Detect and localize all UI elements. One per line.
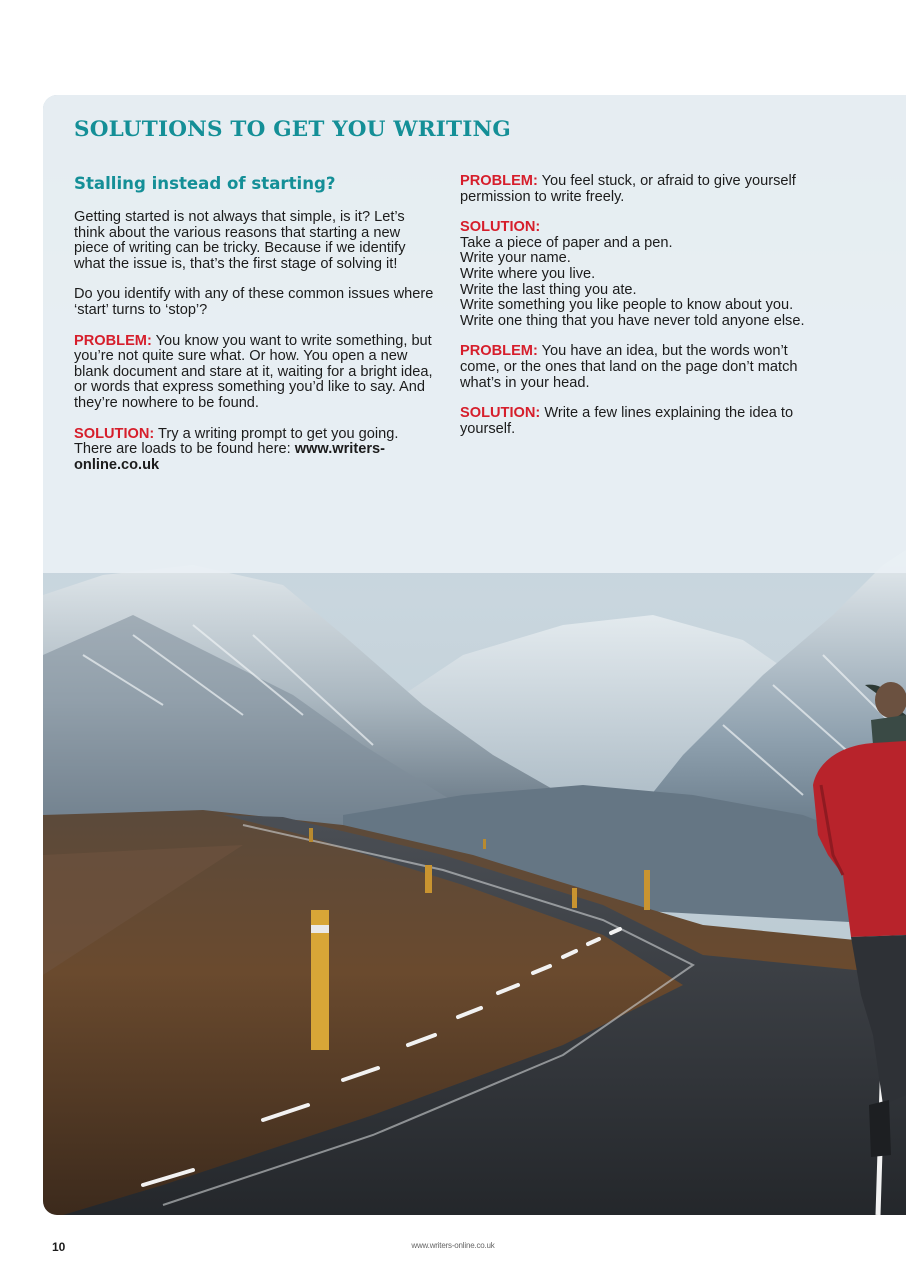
problem-paragraph-1: [74, 334, 434, 412]
intro-paragraph-2: Do you identify with any of these common issues where ‘start’ turns to ‘stop’?: [74, 286, 434, 318]
solution-step: Write your name.: [460, 250, 571, 267]
intro-paragraph-1: Getting started is not always that simple, is it? Let’s think about the various reasons that starting a new piece of writing can be tricky. Because if we identify what the issue is, that’s the first stage of solving it!: [74, 209, 406, 272]
problem-label: PROBLEM:: [460, 173, 538, 189]
left-column: [74, 174, 434, 488]
solution-label: SOLUTION:: [460, 405, 541, 422]
page-number: 10: [52, 1240, 66, 1254]
solution-step: Write where you live.: [460, 265, 596, 282]
solution-text: Try a writing prompt to get you going. There are loads to be found here:: [74, 425, 399, 458]
writers-online-link[interactable]: www.writers-online.co.uk: [74, 441, 385, 473]
solution-step: Write something you like people to know about you.: [460, 297, 794, 314]
solution-step: Write the last thing you ate.: [460, 281, 637, 298]
right-column: [460, 174, 830, 452]
solution-text: Write a few lines explaining the idea to yourself.: [460, 405, 794, 437]
solution-steps: [460, 220, 830, 329]
problem-paragraph-3: [460, 344, 830, 391]
problem-text: You know you want to write something, but you’re not quite sure what. Or how. You open a new blank document and stare at it, waiting for a bright idea, or words that express something you’d like to say. And they’re nowhere to be found.: [74, 332, 433, 411]
text-overlay: [43, 95, 906, 573]
solution-paragraph-3: [460, 406, 830, 437]
problem-label: PROBLEM:: [460, 343, 538, 360]
problem-text: You have an idea, but the words won’t come, or the ones that land on the page don’t match what’s in your head.: [460, 343, 798, 391]
solution-label: SOLUTION:: [460, 219, 541, 236]
solution-label: SOLUTION:: [74, 425, 155, 442]
page-title: SOLUTIONS TO GET YOU WRITING: [74, 117, 511, 142]
solution-step: Write one thing that you have never told anyone else.: [460, 312, 805, 329]
problem-paragraph-2: [460, 174, 830, 205]
section-subheading: Stalling instead of starting?: [74, 174, 336, 193]
feature-panel: [43, 95, 906, 1215]
problem-label: PROBLEM:: [74, 332, 152, 349]
solution-step: Take a piece of paper and a pen.: [460, 234, 673, 251]
problem-text: You feel stuck, or afraid to give yourself permission to write freely.: [460, 173, 796, 205]
solution-paragraph-1: [74, 427, 434, 474]
footer-url[interactable]: www.writers-online.co.uk: [411, 1241, 495, 1250]
